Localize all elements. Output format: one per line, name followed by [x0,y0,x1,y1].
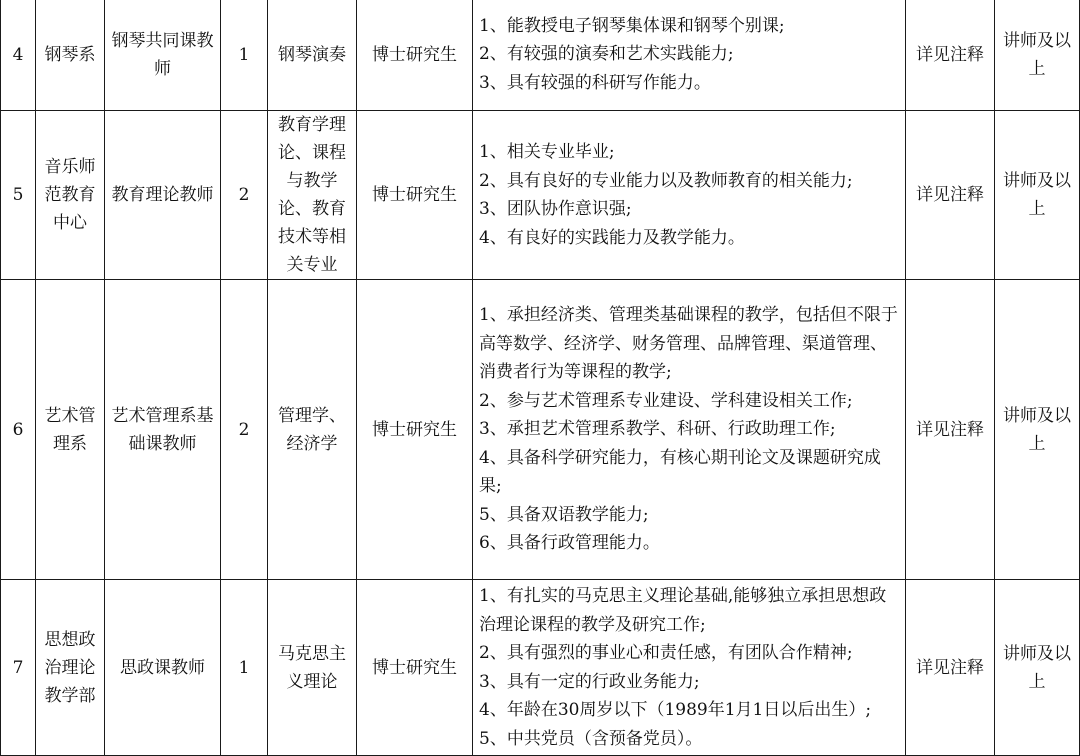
requirement-item: 6、具备行政管理能力。 [479,533,660,554]
title-requirement-cell: 讲师及以上 [995,0,1080,111]
position-cell: 教育理论教师 [105,111,221,280]
department-cell: 艺术管理系 [36,280,105,580]
requirement-item: 1、有扎实的马克思主义理论基础,能够独立承担思想政治理论课程的教学及研究工作; [479,586,887,635]
requirement-item: 1、承担经济类、管理类基础课程的教学，包括但不限于高等数学、经济学、财务管理、品牌管理、渠道管理、消费者行为等课程的教学; [479,305,898,383]
requirement-item: 3、具有一定的行政业务能力; [479,671,700,692]
table-row [1,0,1080,111]
table-row [1,280,1080,580]
requirement-item: 2、有较强的演奏和艺术实践能力; [479,44,734,65]
other-cell: 详见注释 [906,0,995,111]
row-number-cell: 7 [1,580,36,756]
table-row [1,580,1080,756]
requirement-item: 5、具备双语教学能力; [479,504,649,525]
title-requirement-cell: 讲师及以上 [995,280,1080,580]
requirement-item: 2、参与艺术管理系专业建设、学科建设相关工作; [479,390,853,411]
major-cell: 马克思主义理论 [268,580,357,756]
position-cell: 钢琴共同课教师 [105,0,221,111]
department-cell: 钢琴系 [36,0,105,111]
count-cell: 2 [221,111,268,280]
requirement-item: 3、承担艺术管理系教学、科研、行政助理工作; [479,419,836,440]
degree-cell: 博士研究生 [357,580,473,756]
requirement-item: 2、具有强烈的事业心和责任感，有团队合作精神; [479,643,853,663]
other-cell: 详见注释 [906,280,995,580]
row-number-cell: 4 [1,0,36,111]
requirement-item: 1、能教授电子钢琴集体课和钢琴个别课; [479,15,785,36]
requirement-item: 4、有良好的实践能力及教学能力。 [479,227,745,248]
major-cell: 管理学、经济学 [268,280,357,580]
requirements-cell [473,580,906,756]
count-cell: 2 [221,280,268,580]
requirement-item: 2、具有良好的专业能力以及教师教育的相关能力; [479,170,853,191]
requirements-cell [473,111,906,280]
position-cell: 思政课教师 [105,580,221,756]
count-cell: 1 [221,0,268,111]
degree-cell: 博士研究生 [357,280,473,580]
other-cell: 详见注释 [906,580,995,756]
major-cell: 钢琴演奏 [268,0,357,111]
department-cell: 思想政治理论教学部 [36,580,105,756]
department-cell: 音乐师范教育中心 [36,111,105,280]
requirements-cell [473,280,906,580]
degree-cell: 博士研究生 [357,111,473,280]
table-row [1,111,1080,280]
count-cell: 1 [221,580,268,756]
position-cell: 艺术管理系基础课教师 [105,280,221,580]
row-number-cell: 6 [1,280,36,580]
requirement-item: 4、具备科学研究能力，有核心期刊论文及课题研究成果; [479,447,881,497]
row-number-cell: 5 [1,111,36,280]
degree-cell: 博士研究生 [357,0,473,111]
requirement-item: 1、相关专业毕业; [479,142,615,162]
requirement-item: 3、团队协作意识强; [479,199,632,219]
requirement-item: 3、具有较强的科研写作能力。 [479,72,711,93]
title-requirement-cell: 讲师及以上 [995,111,1080,280]
requirement-item: 5、中共党员（含预备党员）。 [479,728,703,749]
requirements-cell [473,0,906,111]
title-requirement-cell: 讲师及以上 [995,580,1080,756]
requirement-item: 4、年龄在30周岁以下（1989年1月1日以后出生）; [479,700,872,720]
major-cell: 教育学理论、课程与教学论、教育技术等相关专业 [268,111,357,280]
other-cell: 详见注释 [906,111,995,280]
